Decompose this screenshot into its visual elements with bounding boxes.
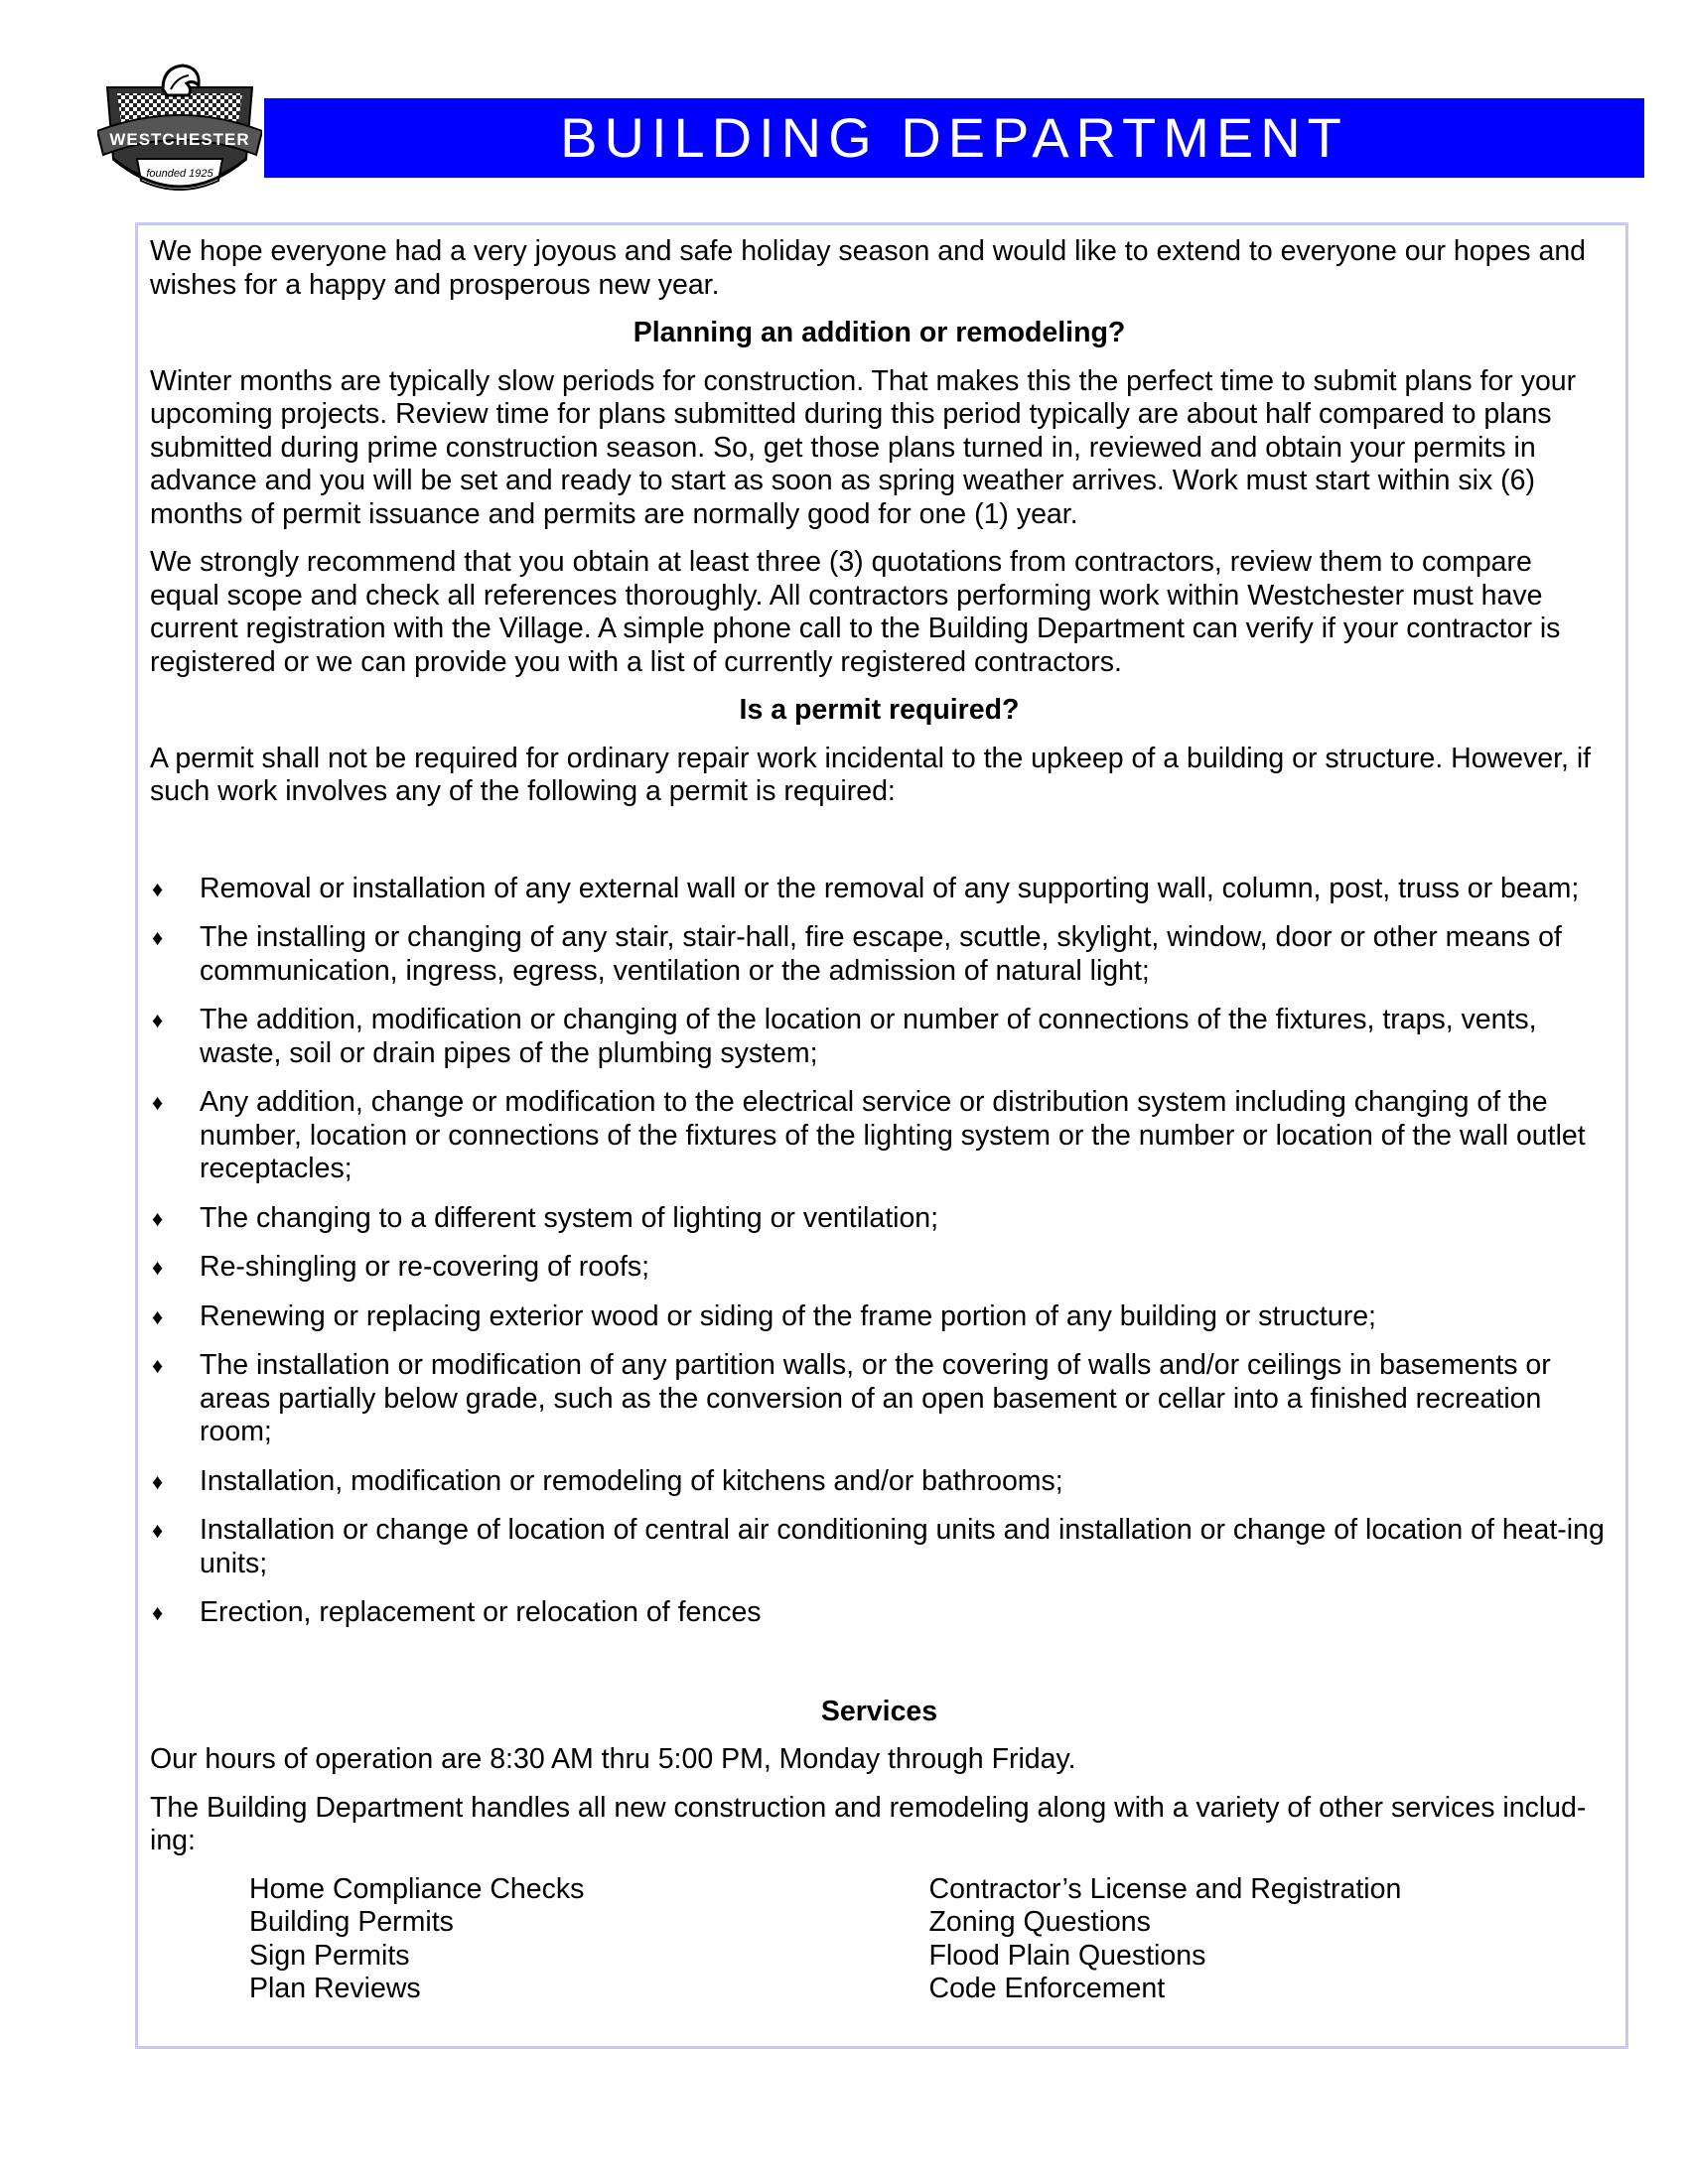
- planning-heading: Planning an addition or remodeling?: [633, 317, 1126, 348]
- content-box: [135, 222, 1628, 2049]
- list-item: ♦ The addition, modification or changing of the location or number of connections of the fixtures, traps, vents, waste, soil or drain pipes of the plumbing system;: [152, 1004, 1537, 1069]
- service-item: Sign Permits: [249, 1939, 410, 1972]
- service-item: Flood Plain Questions: [928, 1939, 1206, 1972]
- service-item: Home Compliance Checks: [249, 1872, 585, 1905]
- intro-paragraph: We hope everyone had a very joyous and safe holiday season and would like to extend to everyone our hopes and wishes for a happy and prosperous new year.: [150, 235, 1587, 301]
- permit-heading: Is a permit required?: [739, 694, 1020, 726]
- planning-paragraph-1: Winter months are typically slow periods for construction. That makes this the perfect time to submit plans for your upcoming projects. Review time for plans submitted during this period typically are about half compared to plans submitted during prime construction season. So, get those plans turned in, reviewed and obtain your permits in advance and you will be set and ready to start as soon as spring weather arrives. Work must start within six (6) months of permit issuance and permits are normally good for one (1) year.: [150, 364, 1577, 530]
- diamond-icon: ♦: [152, 1255, 164, 1280]
- list-item: ♦ The changing to a different system of lighting or ventilation;: [152, 1201, 939, 1234]
- diamond-icon: ♦: [152, 1353, 164, 1378]
- diamond-icon: ♦: [152, 1205, 164, 1231]
- logo-name: WESTCHESTER: [109, 130, 250, 149]
- logo-founded: founded 1925: [146, 168, 213, 180]
- permit-list: [150, 873, 1609, 1630]
- list-item: ♦ Erection, replacement or relocation of fences: [152, 1596, 762, 1628]
- service-item: Code Enforcement: [928, 1973, 1166, 2004]
- list-item: ♦ Installation or change of location of central air conditioning units and installation or change of location of heat-ing units;: [152, 1514, 1605, 1579]
- list-item: ♦ Installation, modification or remodeling of kitchens and/or bathrooms;: [152, 1464, 1063, 1497]
- list-item: ♦ The installing or changing of any stair, stair-hall, fire escape, scuttle, skylight, window, door or other means of communication, ingress, egress, ventilation or the admission of natural light;: [152, 921, 1562, 987]
- services-list: [150, 1873, 1609, 2006]
- service-item: Plan Reviews: [249, 1973, 421, 2004]
- diamond-icon: ♦: [152, 925, 164, 950]
- services-heading: Services: [820, 1695, 938, 1727]
- diamond-icon: ♦: [152, 1600, 164, 1625]
- list-item: ♦ The installation or modification of any partition walls, or the covering of walls and/or ceilings in basements or areas partially below grade, such as the conversion of an open basement or cellar into a finished recreation room;: [152, 1349, 1551, 1447]
- page-title: BUILDING DEPARTMENT: [560, 106, 1348, 169]
- diamond-icon: ♦: [152, 876, 164, 901]
- list-item: ♦ Re-shingling or re-covering of roofs;: [152, 1251, 650, 1283]
- service-item: Building Permits: [249, 1906, 454, 1938]
- list-item: ♦ Removal or installation of any external wall or the removal of any supporting wall, column, post, truss or beam;: [152, 872, 1580, 904]
- planning-paragraph-2: We strongly recommend that you obtain at least three (3) quotations from contractors, review them to compare equal scope and check all references thoroughly. All contractors performing work within Westchester must have current registration with the Village. A simple phone call to the Building Department can verify if your contractor is registered or we can provide you with a list of currently registered contractors.: [150, 546, 1561, 678]
- services-column-left: [249, 1873, 929, 2006]
- westchester-logo: [97, 60, 262, 214]
- list-item: ♦ Any addition, change or modification to the electrical service or distribution system including changing of the number, location or connections of the fixtures of the lighting system or the number or location of the wall outlet receptacles;: [152, 1086, 1586, 1184]
- permit-intro: A permit shall not be required for ordinary repair work incidental to the upkeep of a building or structure. However, if such work involves any of the following a permit is required:: [150, 742, 1592, 807]
- list-item: ♦ Renewing or replacing exterior wood or siding of the frame portion of any building or structure;: [152, 1299, 1376, 1332]
- diamond-icon: ♦: [152, 1518, 164, 1543]
- service-item: Zoning Questions: [928, 1906, 1151, 1938]
- hours-paragraph: Our hours of operation are 8:30 AM thru 5:00 PM, Monday through Friday.: [150, 1743, 1076, 1775]
- diamond-icon: ♦: [152, 1303, 164, 1329]
- diamond-icon: ♦: [152, 1090, 164, 1115]
- diamond-icon: ♦: [152, 1008, 164, 1032]
- header-bar: [264, 98, 1644, 178]
- services-column-right: [929, 1873, 1610, 2006]
- service-item: Contractor’s License and Registration: [928, 1872, 1402, 1905]
- services-paragraph: The Building Department handles all new construction and remodeling along with a variety of other services includ-ing:: [150, 1791, 1587, 1856]
- diamond-icon: ♦: [152, 1468, 164, 1494]
